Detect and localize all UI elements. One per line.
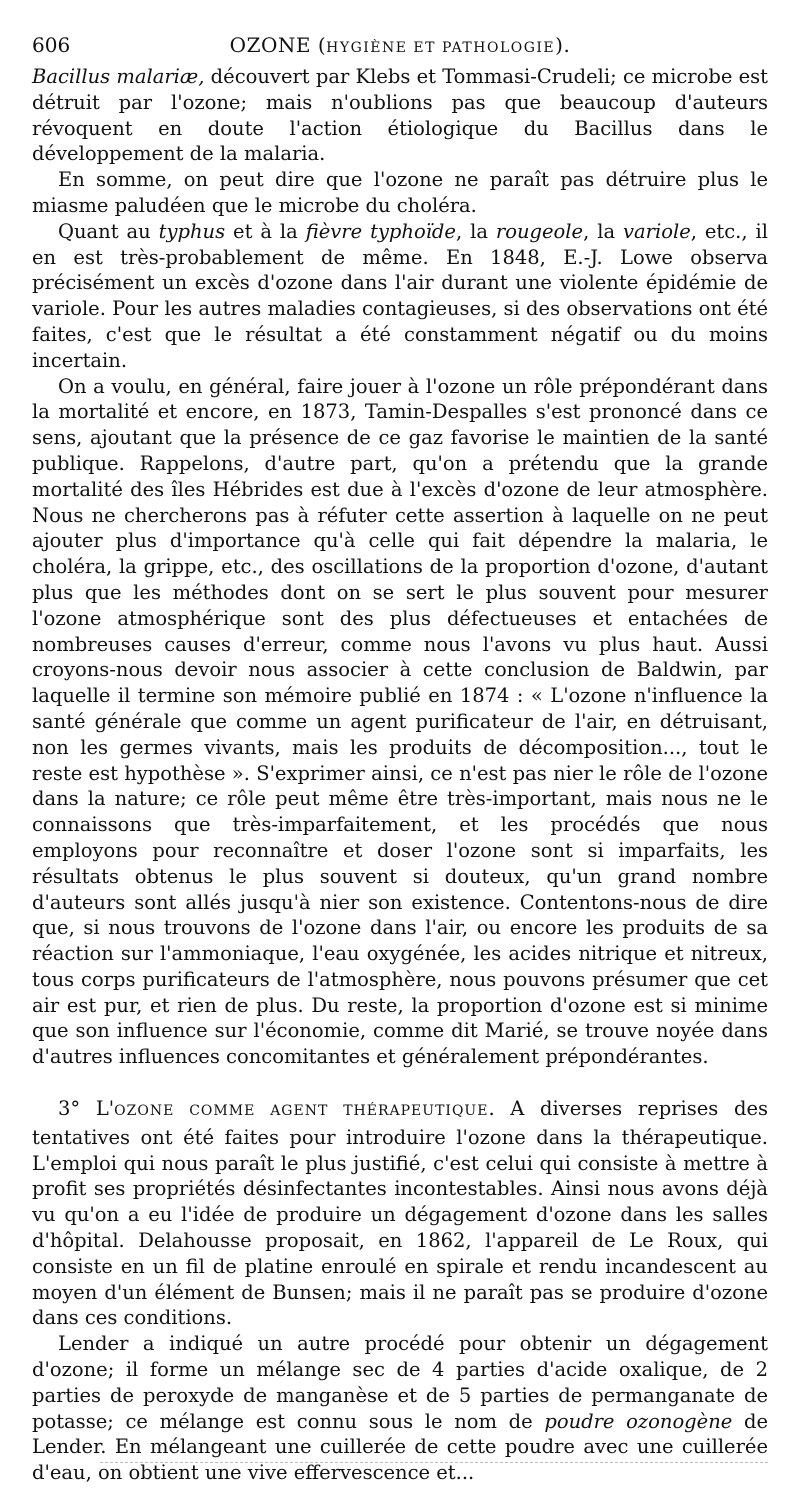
page-body — [32, 64, 768, 1486]
paragraph-text: . A diverses reprises des tentatives ont été faites pour introduire l'ozone dans la thérapeutique. L'emploi qui nous paraît le plus justifié, c'est celui qui consiste à mettre à profit ses propriétés désinfectantes incontestables. Ainsi nous avons déjà vu qu'on a eu l'idée de produire un dégagement d'ozone dans les salles d'hôpital. Delahousse proposait, en 1862, l'appareil de Le Roux, qui consiste en un fil de platine enroulé en spirale et rendu incandescent au moyen d'un élément de Bunsen; mais il ne paraît pas se produire d'ozone dans ces conditions. — [32, 1097, 769, 1330]
paragraph-text: découvert par Klebs et Tommasi-Crudeli; ce microbe est détruit par l'ozone; mais n'oublions pas que beaucoup d'auteurs révoquent en doute l'action étiologique du Bacillus dans le développement de la malaria. — [32, 65, 768, 166]
paragraph-typhus — [32, 219, 768, 374]
paragraph-bacillus — [32, 64, 768, 167]
italic-term: typhus — [158, 219, 226, 243]
page-number: 606 — [32, 33, 71, 57]
paragraph-text: En somme, on peut dire que l'ozone ne paraît pas détruire plus le miasme paludéen que le microbe du choléra. — [32, 168, 768, 217]
text-run: , etc., il en est très-probablement de même. En 1848, E.-J. Lowe observa précisément un excès d'ozone dans l'air durant une violente épidémie de variole. Pour les autres maladies contagieuses, si des observations ont été faites, c'est que le résultat a été constamment négatif ou du moins incertain. — [32, 219, 768, 372]
title-sub: HYGIÈNE ET PATHOLOGIE — [326, 40, 556, 56]
text-run: Quant au — [58, 219, 159, 243]
bottom-divider — [100, 1462, 768, 1463]
paragraph-miasme — [32, 167, 768, 219]
italic-term: poudre ozonogène — [544, 1409, 733, 1433]
section-therapeutique — [32, 1096, 768, 1331]
text-run: et à la — [225, 219, 306, 243]
text-run: , la — [583, 219, 624, 243]
running-header — [32, 32, 768, 58]
text-run: Lender a indiqué un autre procédé pour obtenir un dégagement d'ozone; il forme un mélange sec de 4 parties d'acide oxalique, de 2 parties de peroxyde de manganèse et de 5 parties de permanganate de potasse; ce mélange est connu sous le nom de — [32, 1332, 768, 1433]
text-run: , la — [455, 219, 496, 243]
italic-term: fièvre typhoïde — [305, 219, 456, 243]
section-heading: OZONE COMME AGENT THÉRAPEUTIQUE — [114, 1103, 489, 1120]
text-run: de Lender. En mélangeant une cuillerée de cette poudre avec une cuillerée d'eau, on obtient une vive effervescence et... — [32, 1409, 768, 1485]
italic-term: variole — [623, 219, 691, 243]
title-close: ). — [555, 33, 571, 57]
italic-term: rougeole — [495, 219, 584, 243]
title-main: OZONE ( — [229, 33, 327, 57]
paragraph-text: On a voulu, en général, faire jouer à l'ozone un rôle prépondérant dans la mortalité et encore, en 1873, Tamin-Despalles s'est prononcé dans ce sens, ajoutant que la présence de ce gaz favorise le maintien de la santé publique. Rappelons, d'autre part, qu'on a prétendu que la grande mortalité des îles Hébrides est due à l'excès d'ozone de leur atmosphère. Nous ne chercherons pas à réfuter cette assertion à laquelle on ne peut ajouter plus d'importance qu'à celle qui fait dépendre la malaria, le choléra, la grippe, etc., des oscillations de la proportion d'ozone, d'autant plus que les méthodes dont on se sert le plus souvent pour mesurer l'ozone atmosphérique sont des plus défectueuses et entachées de nombreuses causes d'erreur, comme nous l'avons vu plus haut. Aussi croyons-nous devoir nous associer à cette conclusion de Baldwin, par laquelle il termine son mémoire publié en 1874 : « L'ozone n'influence la santé générale que comme un agent purificateur de l'air, en détruisant, non les germes vivants, mais les produits de décomposition..., tout le reste est hypothèse ». S'exprimer ainsi, ce n'est pas nier le rôle de l'ozone dans la nature; ce rôle peut même être très-important, mais nous ne le connaissons que très-imparfaitement, et les procédés que nous employons pour reconnaître et doser l'ozone sont si imparfaits, les résultats obtenus le plus souvent si douteux, qu'un grand nombre d'auteurs sont allés jusqu'à nier son existence. Contentons-nous de dire que, si nous trouvons de l'ozone dans l'air, ou encore les produits de sa réaction sur l'ammoniaque, l'eau oxygénée, les acides nitrique et nitreux, tous corps purificateurs de l'atmosphère, nous pouvons présumer que cet air est pur, et rien de plus. Du reste, la proportion d'ozone est si minime que son influence sur l'économie, comme dit Marié, se trouve noyée dans d'autres influences concomitantes et généralement prépondérantes. — [32, 374, 768, 1069]
running-title — [32, 32, 768, 61]
italic-term: Bacillus malariæ, — [32, 65, 205, 88]
section-number: 3° L' — [58, 1097, 115, 1121]
paragraph-mortalite — [32, 374, 768, 1071]
